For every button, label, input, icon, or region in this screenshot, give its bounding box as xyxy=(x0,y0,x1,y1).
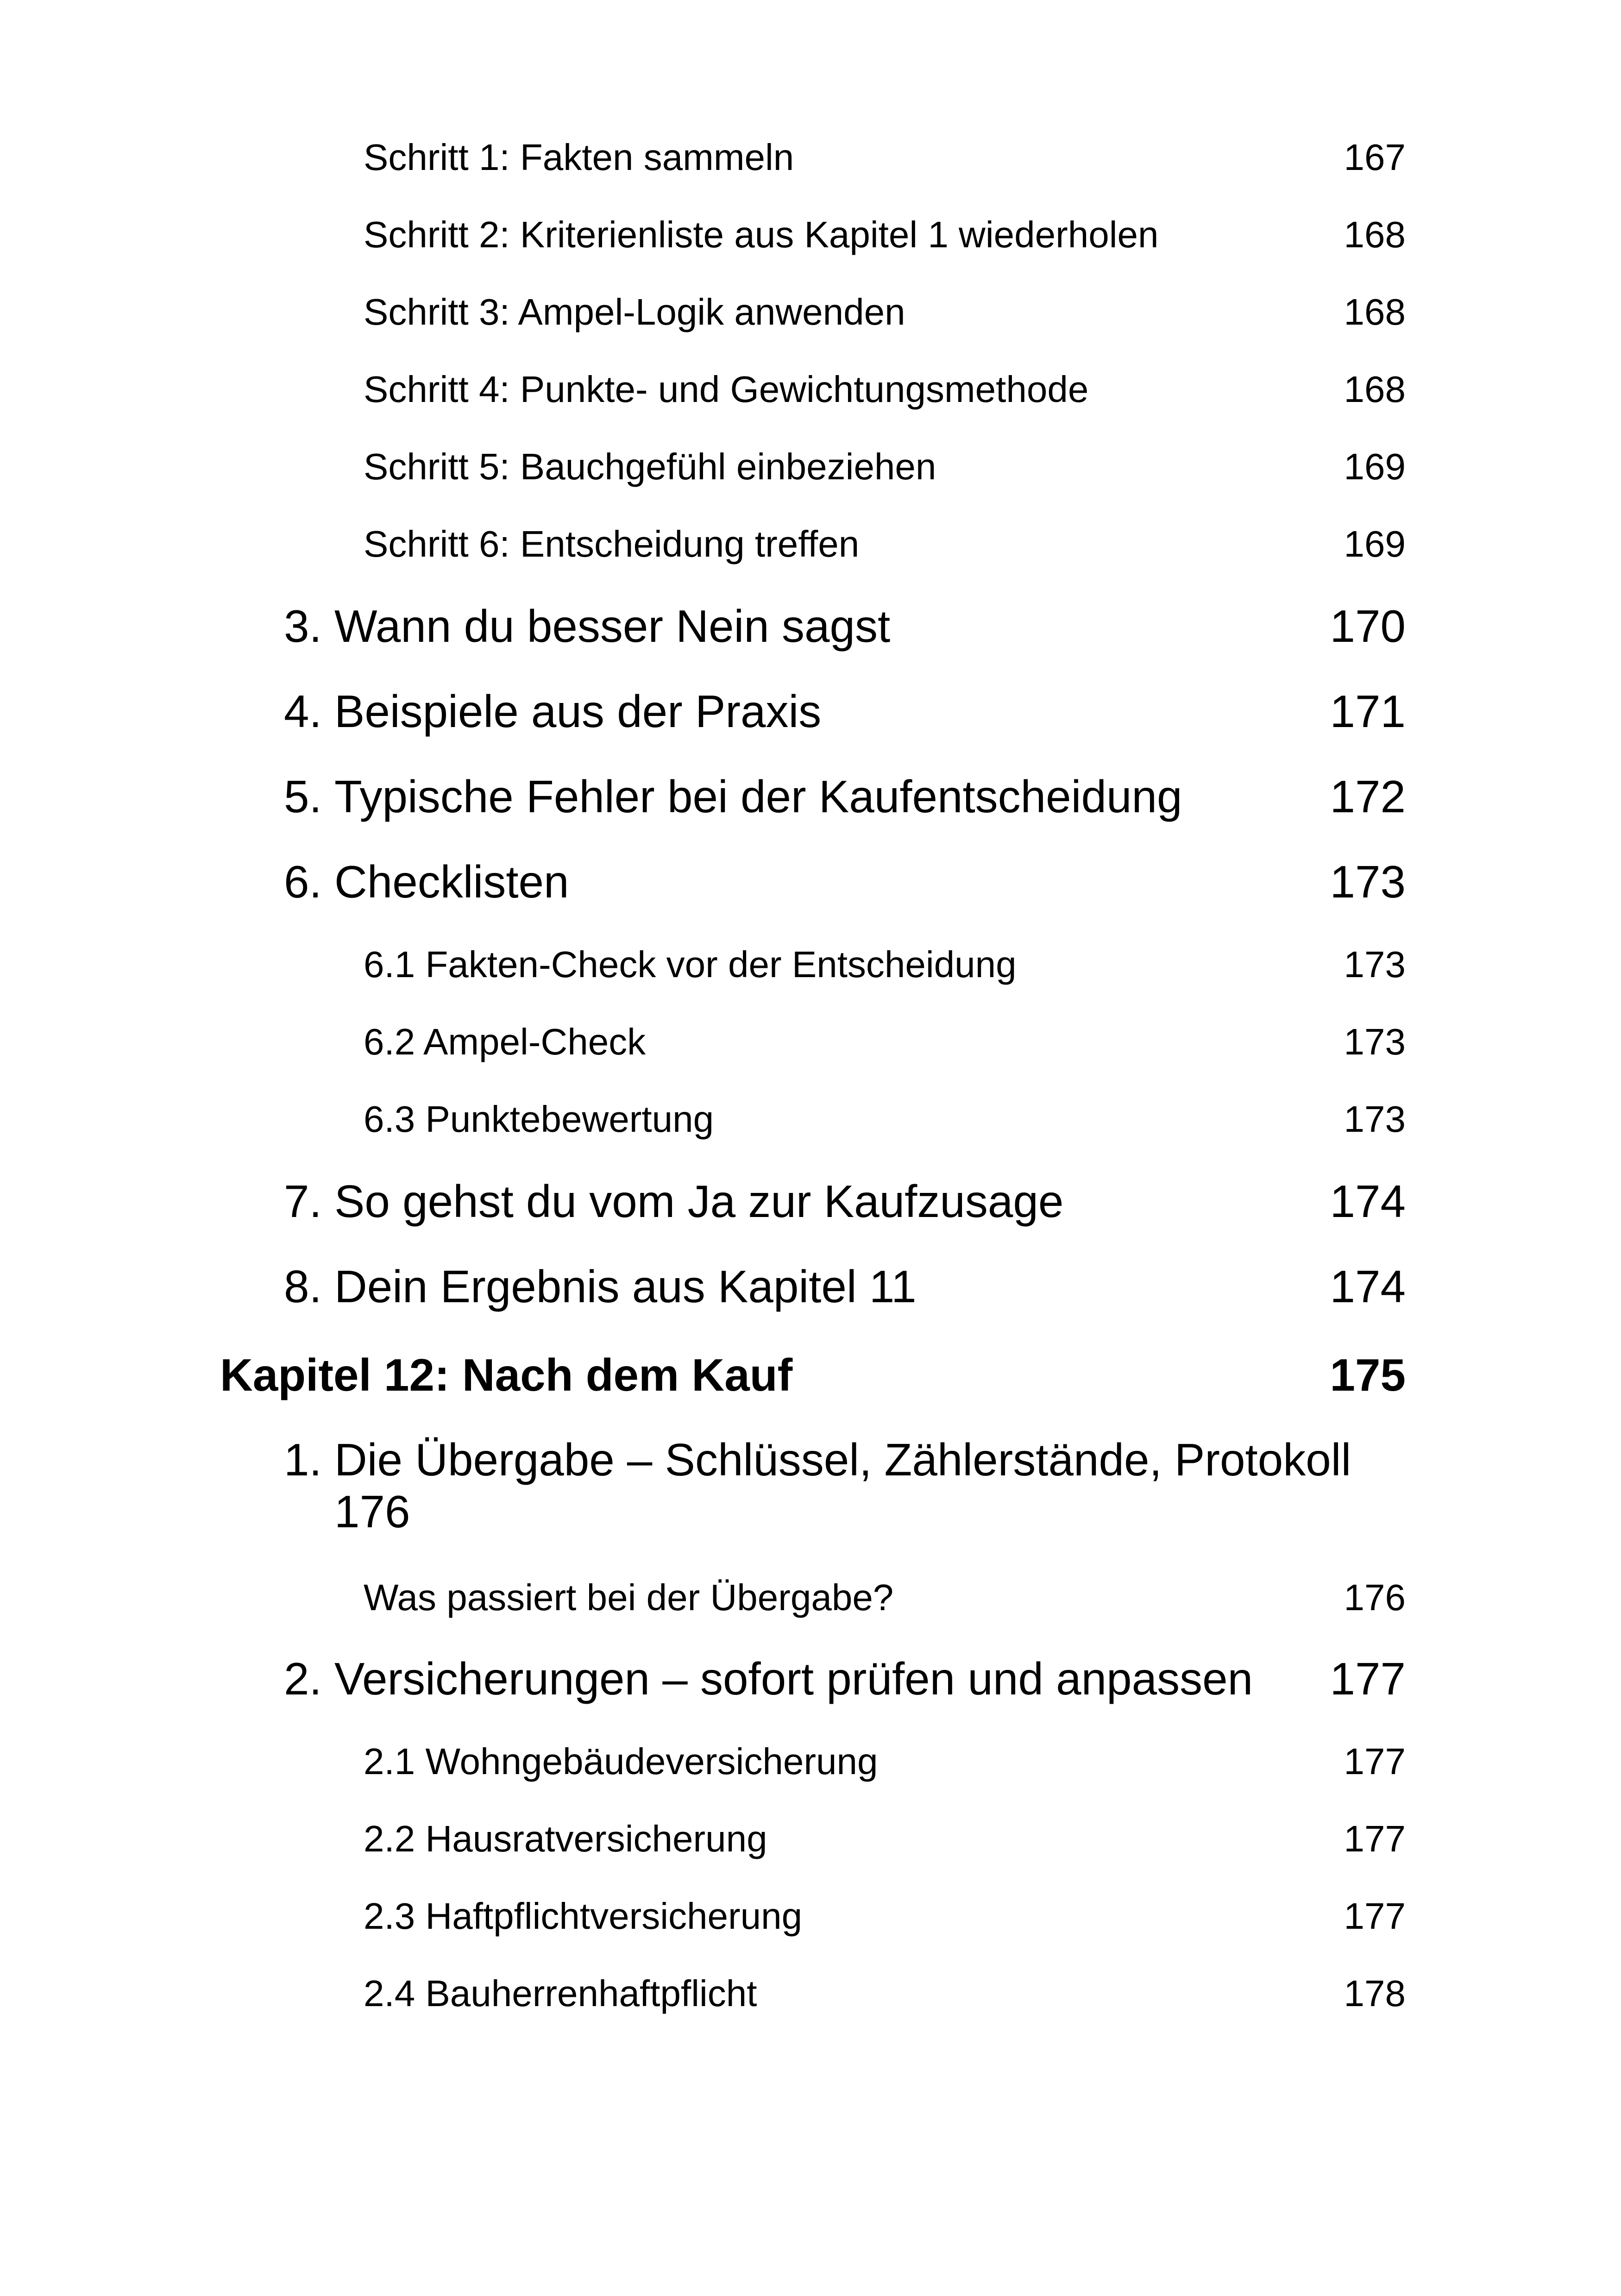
toc-entry xyxy=(0,1895,1621,1942)
toc-entry-label: Wann du besser Nein sagst xyxy=(334,601,891,652)
toc-entry-page: 177 xyxy=(1330,1653,1406,1704)
toc-entry xyxy=(0,1975,1621,2020)
toc-entry-page: 177 xyxy=(1344,1741,1406,1782)
toc-entry xyxy=(0,139,1621,183)
toc-entry-label: Typische Fehler bei der Kaufentscheidung xyxy=(334,771,1182,822)
chapter-heading-page: 175 xyxy=(1330,1349,1406,1400)
toc-entry-page: 168 xyxy=(1344,291,1406,332)
toc-entry xyxy=(0,1176,1621,1233)
toc-entry-page: 167 xyxy=(1344,137,1406,178)
toc-entry-number: 3. xyxy=(284,601,322,652)
toc-entry xyxy=(0,1743,1621,1788)
toc-entry-number: 8. xyxy=(284,1261,322,1312)
toc-entry xyxy=(0,1098,1621,1145)
toc-entry-page: 173 xyxy=(1330,856,1406,907)
toc-entry-number: 2. xyxy=(284,1653,322,1704)
toc-entry xyxy=(0,371,1621,415)
toc-entry-label: 6.3 Punktebewertung xyxy=(364,1098,714,1140)
toc-entry xyxy=(0,291,1621,338)
toc-entry-number: 1. xyxy=(284,1434,322,1485)
toc-entry xyxy=(0,946,1621,991)
toc-entry-number: 4. xyxy=(284,686,322,737)
toc-entry-label: Schritt 3: Ampel-Logik anwenden xyxy=(364,291,905,332)
toc-entry xyxy=(0,1820,1621,1865)
chapter-heading-label: Kapitel 12: Nach dem Kauf xyxy=(220,1349,793,1400)
toc-entry xyxy=(0,1653,1621,1711)
toc-entry-label: 6.2 Ampel-Check xyxy=(364,1021,646,1062)
toc-entry xyxy=(0,216,1621,261)
toc-entry xyxy=(0,686,1621,743)
toc-entry-page: 168 xyxy=(1344,369,1406,410)
toc-entry xyxy=(0,1261,1621,1318)
toc-entry xyxy=(0,1023,1621,1068)
toc-entry-label: Schritt 4: Punkte- und Gewichtungsmethode xyxy=(364,369,1089,410)
toc-entry-label: Schritt 2: Kriterienliste aus Kapitel 1 wiederholen xyxy=(364,214,1159,255)
toc-entry-page: 177 xyxy=(1344,1818,1406,1859)
toc-entry-page: 169 xyxy=(1344,523,1406,565)
toc-entry-number: 5. xyxy=(284,771,322,822)
toc-entry-page: 174 xyxy=(1330,1261,1406,1312)
toc-entry-page: 176 xyxy=(1344,1577,1406,1618)
toc-entry-label: Was passiert bei der Übergabe? xyxy=(364,1577,894,1618)
toc-entry-number: 6. xyxy=(284,856,322,907)
toc-entry-page: 172 xyxy=(1330,771,1406,822)
toc-entry-label: Beispiele aus der Praxis xyxy=(334,686,822,737)
toc-entry-label: Schritt 5: Bauchgefühl einbeziehen xyxy=(364,446,936,487)
toc-entry-label: Die Übergabe – Schlüssel, Zählerstände, Protokoll xyxy=(334,1434,1351,1485)
toc-entry xyxy=(0,771,1621,828)
toc-entry-page: 169 xyxy=(1344,446,1406,487)
toc-entry-page: 173 xyxy=(1344,944,1406,985)
toc-entry-page: 173 xyxy=(1344,1098,1406,1140)
toc-entry-label: 6.1 Fakten-Check vor der Entscheidung xyxy=(364,944,1017,985)
toc-entry-label: Versicherungen – sofort prüfen und anpassen xyxy=(334,1653,1253,1704)
toc-entry-page: 177 xyxy=(1344,1895,1406,1937)
toc-entry-label: 2.2 Hausratversicherung xyxy=(364,1818,767,1859)
toc-entry-label: 2.3 Haftpflichtversicherung xyxy=(364,1895,803,1937)
toc-entry-page: 178 xyxy=(1344,1973,1406,2014)
toc-entry xyxy=(0,603,1621,658)
toc-entry xyxy=(0,448,1621,493)
toc-entry-label: Checklisten xyxy=(334,856,569,907)
chapter-heading xyxy=(0,1349,1621,1407)
toc-entry-page: 170 xyxy=(1330,601,1406,652)
toc-entry-page: 174 xyxy=(1330,1176,1406,1227)
toc-entry xyxy=(0,856,1621,914)
toc-entry-label: Schritt 1: Fakten sammeln xyxy=(364,137,794,178)
toc-entry-label: Dein Ergebnis aus Kapitel 11 xyxy=(334,1261,917,1312)
toc-entry-page: 176 xyxy=(334,1486,410,1537)
toc-entry-page: 171 xyxy=(1330,686,1406,737)
toc-entry-label: Schritt 6: Entscheidung treffen xyxy=(364,523,860,565)
toc-entry-label: So gehst du vom Ja zur Kaufzusage xyxy=(334,1176,1064,1227)
toc-entry-wrapped xyxy=(0,1434,1621,1548)
toc-entry-label: 2.4 Bauherrenhaftpflicht xyxy=(364,1973,757,2014)
toc-entry xyxy=(0,523,1621,570)
toc-entry-number: 7. xyxy=(284,1176,322,1227)
toc-entry-page: 168 xyxy=(1344,214,1406,255)
toc-entry-label: 2.1 Wohngebäudeversicherung xyxy=(364,1741,878,1782)
toc-entry-page: 173 xyxy=(1344,1021,1406,1062)
toc-entry xyxy=(0,1579,1621,1624)
